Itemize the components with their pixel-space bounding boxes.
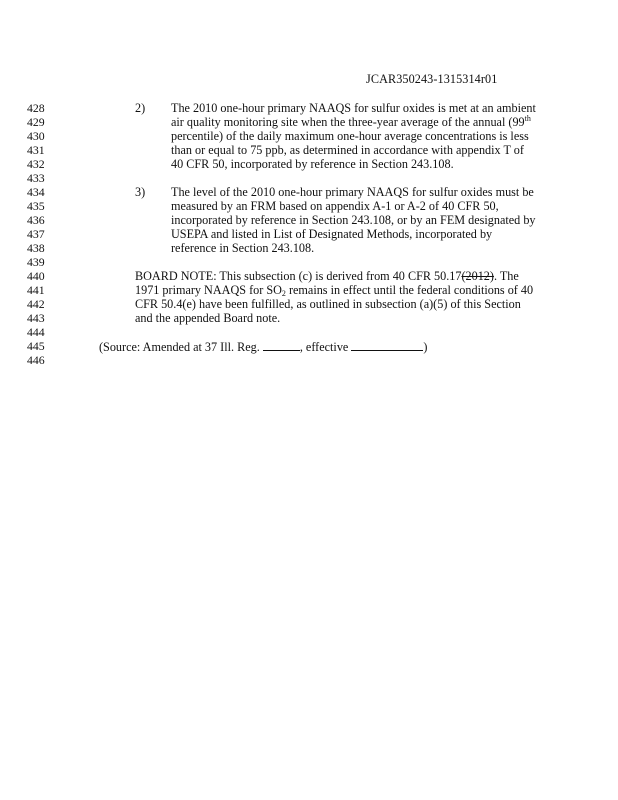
line-number: 446 [27, 353, 45, 367]
text-line: 40 CFR 50, incorporated by reference in Section 243.108. [171, 157, 454, 171]
line-number: 440 [27, 269, 45, 283]
text-line: percentile) of the daily maximum one-hour average concentrations is less [171, 129, 529, 143]
text-line: The 2010 one-hour primary NAAQS for sulfur oxides is met at an ambient [171, 101, 536, 115]
register-number-blank [263, 340, 300, 351]
document-header-id: JCAR350243-1315314r01 [366, 72, 498, 86]
line-number: 428 [27, 101, 45, 115]
text-line: air quality monitoring site when the three-year average of the annual (99th [171, 114, 531, 129]
text-line: incorporated by reference in Section 243.108, or by an FEM designated by [171, 213, 536, 227]
line-number: 429 [27, 115, 45, 129]
text-line: BOARD NOTE: This subsection (c) is derived from 40 CFR 50.17(2012). The [135, 269, 519, 283]
effective-date-blank [351, 340, 423, 351]
line-number: 436 [27, 213, 45, 227]
line-number: 430 [27, 129, 45, 143]
text-line: reference in Section 243.108. [171, 241, 315, 255]
line-number: 443 [27, 311, 45, 325]
line-number: 435 [27, 199, 45, 213]
item-number: 2) [135, 101, 146, 115]
line-number: 431 [27, 143, 45, 157]
text-line: measured by an FRM based on appendix A-1 or A-2 of 40 CFR 50, [171, 199, 499, 213]
line-number: 432 [27, 157, 45, 171]
line-number: 434 [27, 185, 45, 199]
text-line: CFR 50.4(e) have been fulfilled, as outlined in subsection (a)(5) of this Section [135, 297, 521, 311]
text-line: than or equal to 75 ppb, as determined in accordance with appendix T of [171, 143, 524, 157]
line-number: 437 [27, 227, 45, 241]
text-line: 1971 primary NAAQS for $SO_2$ remains in effect until the federal conditions of 40 [135, 283, 534, 298]
line-number: 445 [27, 339, 45, 353]
text-line: and the appended Board note. [135, 311, 281, 325]
line-number: 444 [27, 325, 45, 339]
struck-text: (2012) [461, 269, 494, 283]
line-number: 442 [27, 297, 45, 311]
line-number: 433 [27, 171, 45, 185]
line-number: 439 [27, 255, 45, 269]
text-line: USEPA and listed in List of Designated Methods, incorporated by [171, 227, 493, 241]
item-number: 3) [135, 185, 146, 199]
source-note: (Source: Amended at 37 Ill. Reg. , effective ) [99, 340, 428, 354]
text-line: The level of the 2010 one-hour primary NAAQS for sulfur oxides must be [171, 185, 534, 199]
line-number: 438 [27, 241, 45, 255]
line-number: 441 [27, 283, 45, 297]
